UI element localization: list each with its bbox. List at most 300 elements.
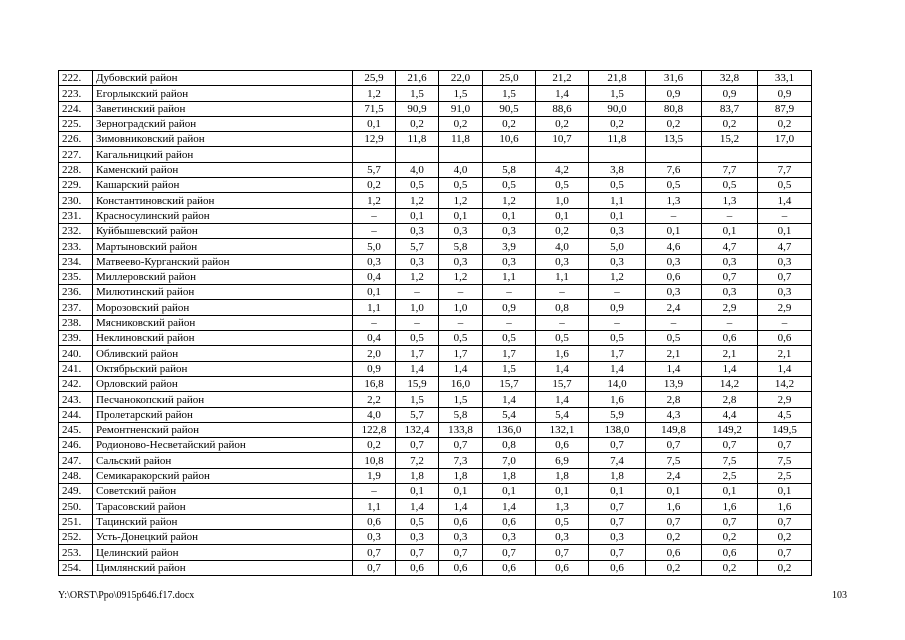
value-cell: 2,2 — [353, 392, 396, 407]
value-cell: 0,1 — [439, 484, 483, 499]
district-name: Константиновский район — [93, 193, 353, 208]
value-cell: 4,0 — [536, 239, 589, 254]
table-row — [59, 101, 812, 116]
row-number: 238. — [59, 315, 93, 330]
value-cell: 0,7 — [396, 545, 439, 560]
value-cell: 0,7 — [353, 560, 396, 575]
value-cell: 1,6 — [646, 499, 702, 514]
value-cell: 0,3 — [646, 254, 702, 269]
value-cell: 5,7 — [396, 407, 439, 422]
value-cell — [646, 147, 702, 162]
value-cell: 0,7 — [702, 438, 758, 453]
value-cell: 90,9 — [396, 101, 439, 116]
value-cell: 15,7 — [536, 376, 589, 391]
value-cell: 1,2 — [396, 193, 439, 208]
value-cell: 0,7 — [702, 269, 758, 284]
value-cell: 0,8 — [536, 300, 589, 315]
value-cell: 0,3 — [589, 223, 646, 238]
value-cell: 33,1 — [758, 71, 812, 86]
value-cell: 1,8 — [536, 468, 589, 483]
value-cell: 5,8 — [483, 162, 536, 177]
district-name: Обливский район — [93, 346, 353, 361]
value-cell: 2,9 — [758, 300, 812, 315]
table-row — [59, 346, 812, 361]
row-number: 241. — [59, 361, 93, 376]
district-name: Усть-Донецкий район — [93, 529, 353, 544]
table-row — [59, 560, 812, 575]
value-cell: 0,3 — [396, 223, 439, 238]
table-row — [59, 86, 812, 101]
value-cell: 5,4 — [483, 407, 536, 422]
table-row — [59, 162, 812, 177]
value-cell — [536, 147, 589, 162]
value-cell: 5,9 — [589, 407, 646, 422]
row-number: 244. — [59, 407, 93, 422]
district-name: Октябрьский район — [93, 361, 353, 376]
value-cell: 0,7 — [439, 438, 483, 453]
value-cell: – — [589, 285, 646, 300]
value-cell: 10,8 — [353, 453, 396, 468]
value-cell: 14,2 — [702, 376, 758, 391]
value-cell: 149,2 — [702, 422, 758, 437]
value-cell: 0,3 — [483, 223, 536, 238]
value-cell: 1,3 — [536, 499, 589, 514]
value-cell: 1,6 — [589, 392, 646, 407]
value-cell: 0,1 — [758, 484, 812, 499]
district-name: Зимовниковский район — [93, 132, 353, 147]
value-cell: 0,7 — [589, 499, 646, 514]
table-row — [59, 223, 812, 238]
value-cell: 4,2 — [536, 162, 589, 177]
value-cell: – — [439, 285, 483, 300]
value-cell: 1,3 — [646, 193, 702, 208]
value-cell: 0,6 — [758, 331, 812, 346]
value-cell: 0,3 — [439, 254, 483, 269]
value-cell: 0,6 — [536, 438, 589, 453]
district-name: Заветинский район — [93, 101, 353, 116]
table-body — [59, 71, 812, 576]
value-cell: 1,2 — [483, 193, 536, 208]
value-cell: 0,5 — [439, 331, 483, 346]
value-cell — [758, 147, 812, 162]
value-cell: 0,6 — [396, 560, 439, 575]
value-cell: 0,1 — [702, 484, 758, 499]
value-cell: 0,3 — [702, 254, 758, 269]
value-cell: 1,5 — [396, 392, 439, 407]
value-cell: 90,5 — [483, 101, 536, 116]
table-row — [59, 545, 812, 560]
value-cell — [353, 147, 396, 162]
value-cell: 1,4 — [483, 499, 536, 514]
value-cell: 4,5 — [758, 407, 812, 422]
value-cell: 0,5 — [396, 514, 439, 529]
row-number: 245. — [59, 422, 93, 437]
value-cell: 0,9 — [483, 300, 536, 315]
value-cell: 1,4 — [439, 499, 483, 514]
value-cell: 0,7 — [702, 514, 758, 529]
value-cell: 0,4 — [353, 331, 396, 346]
row-number: 233. — [59, 239, 93, 254]
value-cell: 132,4 — [396, 422, 439, 437]
value-cell: 1,1 — [353, 499, 396, 514]
table-row — [59, 453, 812, 468]
row-number: 223. — [59, 86, 93, 101]
district-name: Милютинский район — [93, 285, 353, 300]
table-row — [59, 315, 812, 330]
value-cell: 0,7 — [758, 545, 812, 560]
value-cell: 1,1 — [536, 269, 589, 284]
row-number: 250. — [59, 499, 93, 514]
value-cell: – — [353, 208, 396, 223]
value-cell: 2,4 — [646, 468, 702, 483]
value-cell: 0,2 — [646, 560, 702, 575]
table-row — [59, 254, 812, 269]
value-cell: 1,6 — [758, 499, 812, 514]
row-number: 234. — [59, 254, 93, 269]
value-cell: 7,5 — [702, 453, 758, 468]
value-cell: 0,7 — [589, 545, 646, 560]
value-cell: 1,4 — [702, 361, 758, 376]
district-name: Песчанокопский район — [93, 392, 353, 407]
value-cell: 0,7 — [758, 514, 812, 529]
value-cell: 14,0 — [589, 376, 646, 391]
value-cell: 0,5 — [536, 178, 589, 193]
table-row — [59, 208, 812, 223]
table-row — [59, 392, 812, 407]
table-row — [59, 71, 812, 86]
table-row — [59, 178, 812, 193]
table-row — [59, 376, 812, 391]
value-cell: – — [353, 223, 396, 238]
value-cell: 2,0 — [353, 346, 396, 361]
value-cell: 1,4 — [646, 361, 702, 376]
value-cell: 0,5 — [439, 178, 483, 193]
value-cell: 0,3 — [439, 529, 483, 544]
value-cell: 31,6 — [646, 71, 702, 86]
value-cell: 133,8 — [439, 422, 483, 437]
value-cell: 2,5 — [758, 468, 812, 483]
value-cell: 0,7 — [483, 545, 536, 560]
footer-file-path: Y:\ORST\Ppo\0915p646.f17.docx — [58, 590, 195, 601]
value-cell: 0,1 — [646, 484, 702, 499]
district-name: Морозовский район — [93, 300, 353, 315]
value-cell: 122,8 — [353, 422, 396, 437]
district-name: Миллеровский район — [93, 269, 353, 284]
district-name: Матвеево-Курганский район — [93, 254, 353, 269]
value-cell: 0,6 — [483, 560, 536, 575]
district-name: Кашарский район — [93, 178, 353, 193]
row-number: 239. — [59, 331, 93, 346]
value-cell — [589, 147, 646, 162]
value-cell: 21,6 — [396, 71, 439, 86]
value-cell: 0,3 — [396, 254, 439, 269]
value-cell: 83,7 — [702, 101, 758, 116]
value-cell: 1,4 — [758, 361, 812, 376]
table-row — [59, 331, 812, 346]
value-cell: 71,5 — [353, 101, 396, 116]
table-row — [59, 514, 812, 529]
row-number: 224. — [59, 101, 93, 116]
district-name: Сальский район — [93, 453, 353, 468]
value-cell: 14,2 — [758, 376, 812, 391]
value-cell: – — [589, 315, 646, 330]
value-cell: 0,1 — [536, 484, 589, 499]
table-row — [59, 239, 812, 254]
value-cell: 1,5 — [483, 86, 536, 101]
value-cell: 1,4 — [536, 86, 589, 101]
value-cell: 7,5 — [758, 453, 812, 468]
value-cell: 0,2 — [646, 116, 702, 131]
value-cell: – — [702, 208, 758, 223]
row-number: 228. — [59, 162, 93, 177]
value-cell: 1,1 — [353, 300, 396, 315]
value-cell: 0,5 — [646, 331, 702, 346]
value-cell: 0,2 — [439, 116, 483, 131]
value-cell: 0,5 — [646, 178, 702, 193]
value-cell: 1,5 — [439, 86, 483, 101]
table-row — [59, 484, 812, 499]
table-row — [59, 361, 812, 376]
value-cell: 5,8 — [439, 407, 483, 422]
value-cell: 1,5 — [483, 361, 536, 376]
row-number: 230. — [59, 193, 93, 208]
value-cell: 4,0 — [439, 162, 483, 177]
value-cell: 0,2 — [536, 223, 589, 238]
value-cell: 1,0 — [536, 193, 589, 208]
value-cell: 0,3 — [483, 254, 536, 269]
value-cell: 0,2 — [758, 529, 812, 544]
value-cell: 5,0 — [589, 239, 646, 254]
district-name: Семикаракорский район — [93, 468, 353, 483]
value-cell: 0,2 — [758, 116, 812, 131]
value-cell: 1,4 — [396, 361, 439, 376]
row-number: 229. — [59, 178, 93, 193]
value-cell: 0,7 — [646, 514, 702, 529]
value-cell: 2,1 — [758, 346, 812, 361]
table-row — [59, 407, 812, 422]
value-cell: 0,3 — [353, 254, 396, 269]
district-name: Куйбышевский район — [93, 223, 353, 238]
district-name: Тацинский район — [93, 514, 353, 529]
value-cell: 5,4 — [536, 407, 589, 422]
district-name: Советский район — [93, 484, 353, 499]
value-cell: 0,7 — [758, 269, 812, 284]
value-cell: 1,8 — [439, 468, 483, 483]
value-cell: 0,2 — [483, 116, 536, 131]
value-cell: 4,7 — [702, 239, 758, 254]
value-cell: 1,3 — [702, 193, 758, 208]
row-number: 249. — [59, 484, 93, 499]
value-cell: 1,7 — [589, 346, 646, 361]
value-cell: 11,8 — [439, 132, 483, 147]
table-row — [59, 438, 812, 453]
value-cell: – — [483, 285, 536, 300]
value-cell: 0,1 — [353, 285, 396, 300]
value-cell: 0,5 — [536, 331, 589, 346]
value-cell: – — [758, 315, 812, 330]
district-name: Неклиновский район — [93, 331, 353, 346]
value-cell: 0,6 — [439, 560, 483, 575]
district-name: Пролетарский район — [93, 407, 353, 422]
value-cell: 0,5 — [758, 178, 812, 193]
value-cell: 0,9 — [589, 300, 646, 315]
value-cell: 1,7 — [396, 346, 439, 361]
table-row — [59, 147, 812, 162]
value-cell: 0,5 — [483, 331, 536, 346]
value-cell: 0,5 — [536, 514, 589, 529]
district-data-table — [58, 70, 812, 576]
value-cell: 12,9 — [353, 132, 396, 147]
value-cell: 0,1 — [483, 484, 536, 499]
value-cell: 0,6 — [702, 331, 758, 346]
value-cell: 0,6 — [589, 560, 646, 575]
value-cell: 0,3 — [589, 254, 646, 269]
value-cell: 2,5 — [702, 468, 758, 483]
value-cell: 138,0 — [589, 422, 646, 437]
table-row — [59, 193, 812, 208]
value-cell: 0,7 — [439, 545, 483, 560]
value-cell: 1,6 — [702, 499, 758, 514]
district-name: Тарасовский район — [93, 499, 353, 514]
table-row — [59, 529, 812, 544]
row-number: 236. — [59, 285, 93, 300]
value-cell: 0,6 — [536, 560, 589, 575]
value-cell: – — [396, 315, 439, 330]
value-cell: 16,8 — [353, 376, 396, 391]
value-cell: 6,9 — [536, 453, 589, 468]
value-cell: 1,2 — [396, 269, 439, 284]
value-cell: 3,9 — [483, 239, 536, 254]
value-cell: 1,5 — [589, 86, 646, 101]
value-cell: 0,3 — [702, 285, 758, 300]
value-cell: 4,7 — [758, 239, 812, 254]
value-cell: 13,5 — [646, 132, 702, 147]
value-cell: 1,1 — [589, 193, 646, 208]
value-cell: 1,0 — [439, 300, 483, 315]
value-cell: – — [396, 285, 439, 300]
value-cell: 0,1 — [396, 208, 439, 223]
value-cell: 3,8 — [589, 162, 646, 177]
value-cell: – — [353, 484, 396, 499]
value-cell: 10,6 — [483, 132, 536, 147]
value-cell: 1,7 — [439, 346, 483, 361]
value-cell: 5,7 — [396, 239, 439, 254]
value-cell: 0,9 — [646, 86, 702, 101]
value-cell: 2,8 — [702, 392, 758, 407]
value-cell — [439, 147, 483, 162]
value-cell: 136,0 — [483, 422, 536, 437]
row-number: 252. — [59, 529, 93, 544]
value-cell: 1,8 — [483, 468, 536, 483]
table-row — [59, 499, 812, 514]
value-cell: 0,7 — [646, 438, 702, 453]
value-cell: 2,9 — [702, 300, 758, 315]
value-cell: 5,7 — [353, 162, 396, 177]
district-name: Мясниковский район — [93, 315, 353, 330]
value-cell — [483, 147, 536, 162]
value-cell: 0,2 — [589, 116, 646, 131]
value-cell: 0,7 — [396, 438, 439, 453]
value-cell: 11,8 — [589, 132, 646, 147]
value-cell: 7,7 — [702, 162, 758, 177]
district-name: Каменский район — [93, 162, 353, 177]
value-cell: 0,3 — [536, 254, 589, 269]
value-cell: 5,0 — [353, 239, 396, 254]
value-cell — [396, 147, 439, 162]
value-cell: 32,8 — [702, 71, 758, 86]
value-cell: – — [702, 315, 758, 330]
district-name: Красносулинский район — [93, 208, 353, 223]
value-cell: 0,1 — [646, 223, 702, 238]
value-cell: 0,7 — [758, 438, 812, 453]
value-cell: 1,4 — [396, 499, 439, 514]
value-cell: 1,4 — [758, 193, 812, 208]
value-cell: 7,2 — [396, 453, 439, 468]
value-cell: – — [646, 208, 702, 223]
value-cell: 0,2 — [702, 529, 758, 544]
district-name: Егорлыкский район — [93, 86, 353, 101]
value-cell: 0,3 — [353, 529, 396, 544]
value-cell: 0,3 — [758, 285, 812, 300]
district-name: Цимлянский район — [93, 560, 353, 575]
value-cell: 1,4 — [439, 361, 483, 376]
row-number: 248. — [59, 468, 93, 483]
value-cell: 4,3 — [646, 407, 702, 422]
value-cell: 0,2 — [646, 529, 702, 544]
value-cell: 2,9 — [758, 392, 812, 407]
value-cell: 0,7 — [589, 438, 646, 453]
value-cell: 0,2 — [353, 178, 396, 193]
value-cell: 1,0 — [396, 300, 439, 315]
value-cell: 21,8 — [589, 71, 646, 86]
value-cell: 0,1 — [702, 223, 758, 238]
value-cell: 10,7 — [536, 132, 589, 147]
district-name: Кагальницкий район — [93, 147, 353, 162]
value-cell: 0,3 — [536, 529, 589, 544]
table-row — [59, 422, 812, 437]
value-cell: 4,0 — [396, 162, 439, 177]
value-cell: 0,3 — [396, 529, 439, 544]
row-number: 240. — [59, 346, 93, 361]
value-cell: 0,3 — [439, 223, 483, 238]
value-cell: 0,3 — [483, 529, 536, 544]
value-cell: 25,9 — [353, 71, 396, 86]
row-number: 235. — [59, 269, 93, 284]
value-cell: 7,0 — [483, 453, 536, 468]
value-cell: 0,7 — [353, 545, 396, 560]
value-cell: 0,3 — [646, 285, 702, 300]
value-cell: 0,5 — [396, 178, 439, 193]
value-cell: 0,1 — [758, 223, 812, 238]
value-cell: 5,8 — [439, 239, 483, 254]
value-cell: 1,5 — [396, 86, 439, 101]
value-cell: 0,1 — [439, 208, 483, 223]
value-cell: 0,1 — [396, 484, 439, 499]
value-cell: 7,4 — [589, 453, 646, 468]
value-cell: – — [353, 315, 396, 330]
value-cell: 0,6 — [646, 545, 702, 560]
district-name: Мартыновский район — [93, 239, 353, 254]
value-cell: 0,3 — [758, 254, 812, 269]
row-number: 225. — [59, 116, 93, 131]
row-number: 242. — [59, 376, 93, 391]
row-number: 231. — [59, 208, 93, 223]
value-cell: 4,0 — [353, 407, 396, 422]
row-number: 237. — [59, 300, 93, 315]
value-cell: 0,5 — [702, 178, 758, 193]
row-number: 222. — [59, 71, 93, 86]
value-cell: – — [536, 285, 589, 300]
